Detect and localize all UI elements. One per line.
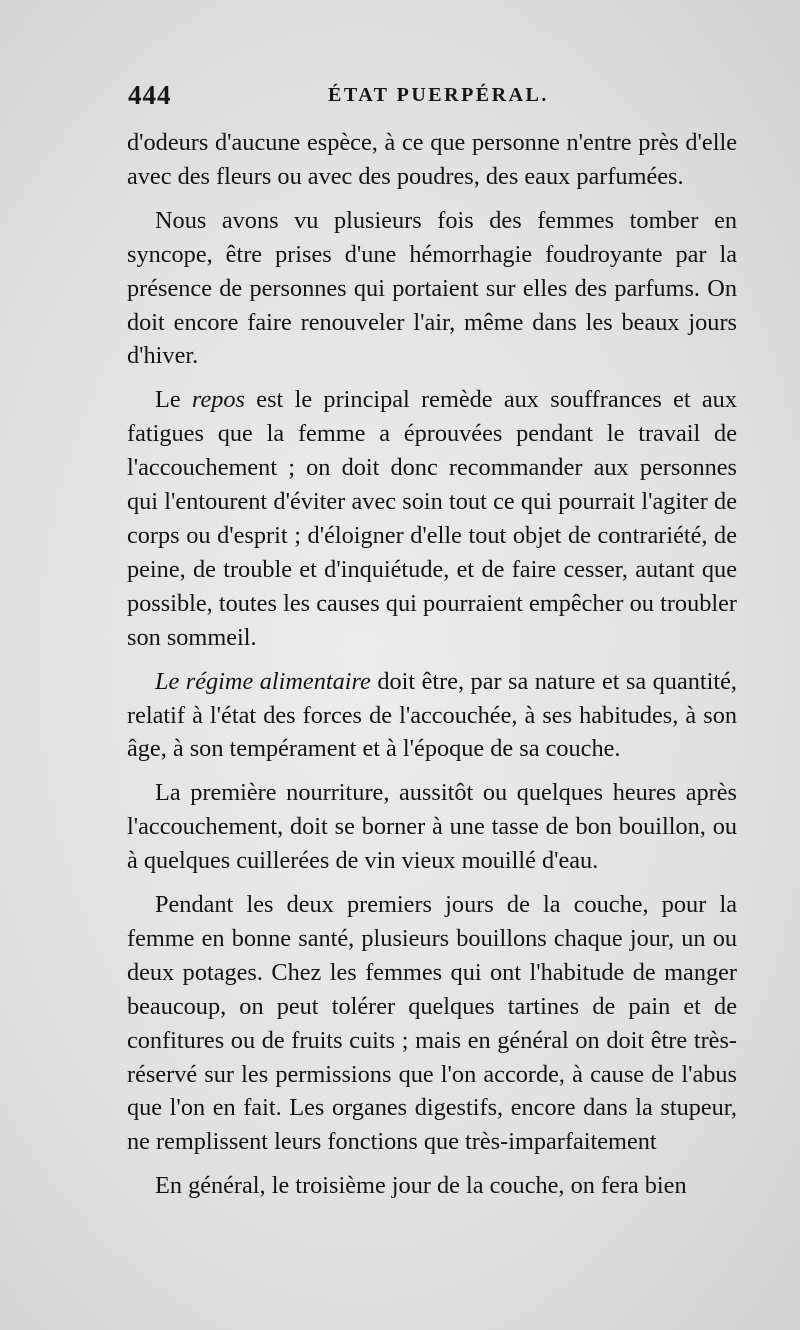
paragraph-continued (127, 126, 737, 194)
paragraph-text: En général, le troisième jour de la couche, on fera bien (155, 1172, 687, 1200)
paragraph-text: d'odeurs d'aucune espèce, à ce que personne n'entre près d'elle avec des fleurs ou avec des poudres, des eaux parfumées. (127, 129, 737, 190)
page-number: 444 (128, 80, 172, 110)
paragraph-text: La première nourriture, aussitôt ou quelques heures après l'accouchement, doit se borner à une tasse de bon bouillon, ou à quelques cuillerées de vin vieux mouillé d'eau. (127, 779, 737, 875)
emphasis-regime: Le régime alimentaire (155, 667, 371, 695)
running-title: ÉTAT PUERPÉRAL. (328, 84, 549, 106)
body-text (127, 126, 737, 1203)
paragraph-text: doit être, par sa nature et sa quantité, relatif à l'état des forces de l'accouchée, à ses habitudes, à son âge, à son tempérament et à l'époque de sa couche. (127, 667, 738, 763)
paragraph-repos (127, 383, 737, 654)
paragraph-troisieme-jour (127, 1169, 737, 1203)
page-header (128, 80, 738, 116)
paragraph-text: Pendant les deux premiers jours de la couche, pour la femme en bonne santé, plusieurs bouillons chaque jour, un ou deux potages. Chez les femmes qui ont l'habitude de manger beaucoup, on peut tolérer quelques tartines de pain et de confitures ou de fruits cuits ; mais en général on doit être très-réservé sur les permissions que l'on accorde, à cause de l'abus que l'on en fait. Les organes digestifs, encore dans la stupeur, ne remplissent leurs fonctions que très-imparfaitement (127, 891, 737, 1156)
emphasis-repos: repos (191, 386, 246, 414)
paragraph-regime (127, 665, 737, 767)
paragraph-premiers-jours (127, 888, 737, 1159)
paragraph-text: est le principal remède aux souffrances et aux fatigues que la femme a éprouvées pendant le travail de l'accouchement ; on doit donc recommander aux personnes qui l'entourent d'éviter avec soin tout ce qui pourrait l'agiter de corps ou d'esprit ; d'éloigner d'elle tout objet de contrariété, de peine, de trouble et d'inquiétude, et de faire cesser, autant que possible, toutes les causes qui pourraient empêcher ou troubler son sommeil. (127, 386, 737, 651)
paragraph-lead: Le (155, 386, 192, 414)
paragraph-text: Nous avons vu plusieurs fois des femmes tomber en syncope, être prises d'une hémorrhagie foudroyante par la présence de personnes qui portaient sur elles des parfums. On doit encore faire renouveler l'air, même dans les beaux jours d'hiver. (127, 206, 737, 370)
paragraph-syncope (127, 204, 737, 374)
paragraph-nourriture (127, 776, 737, 878)
